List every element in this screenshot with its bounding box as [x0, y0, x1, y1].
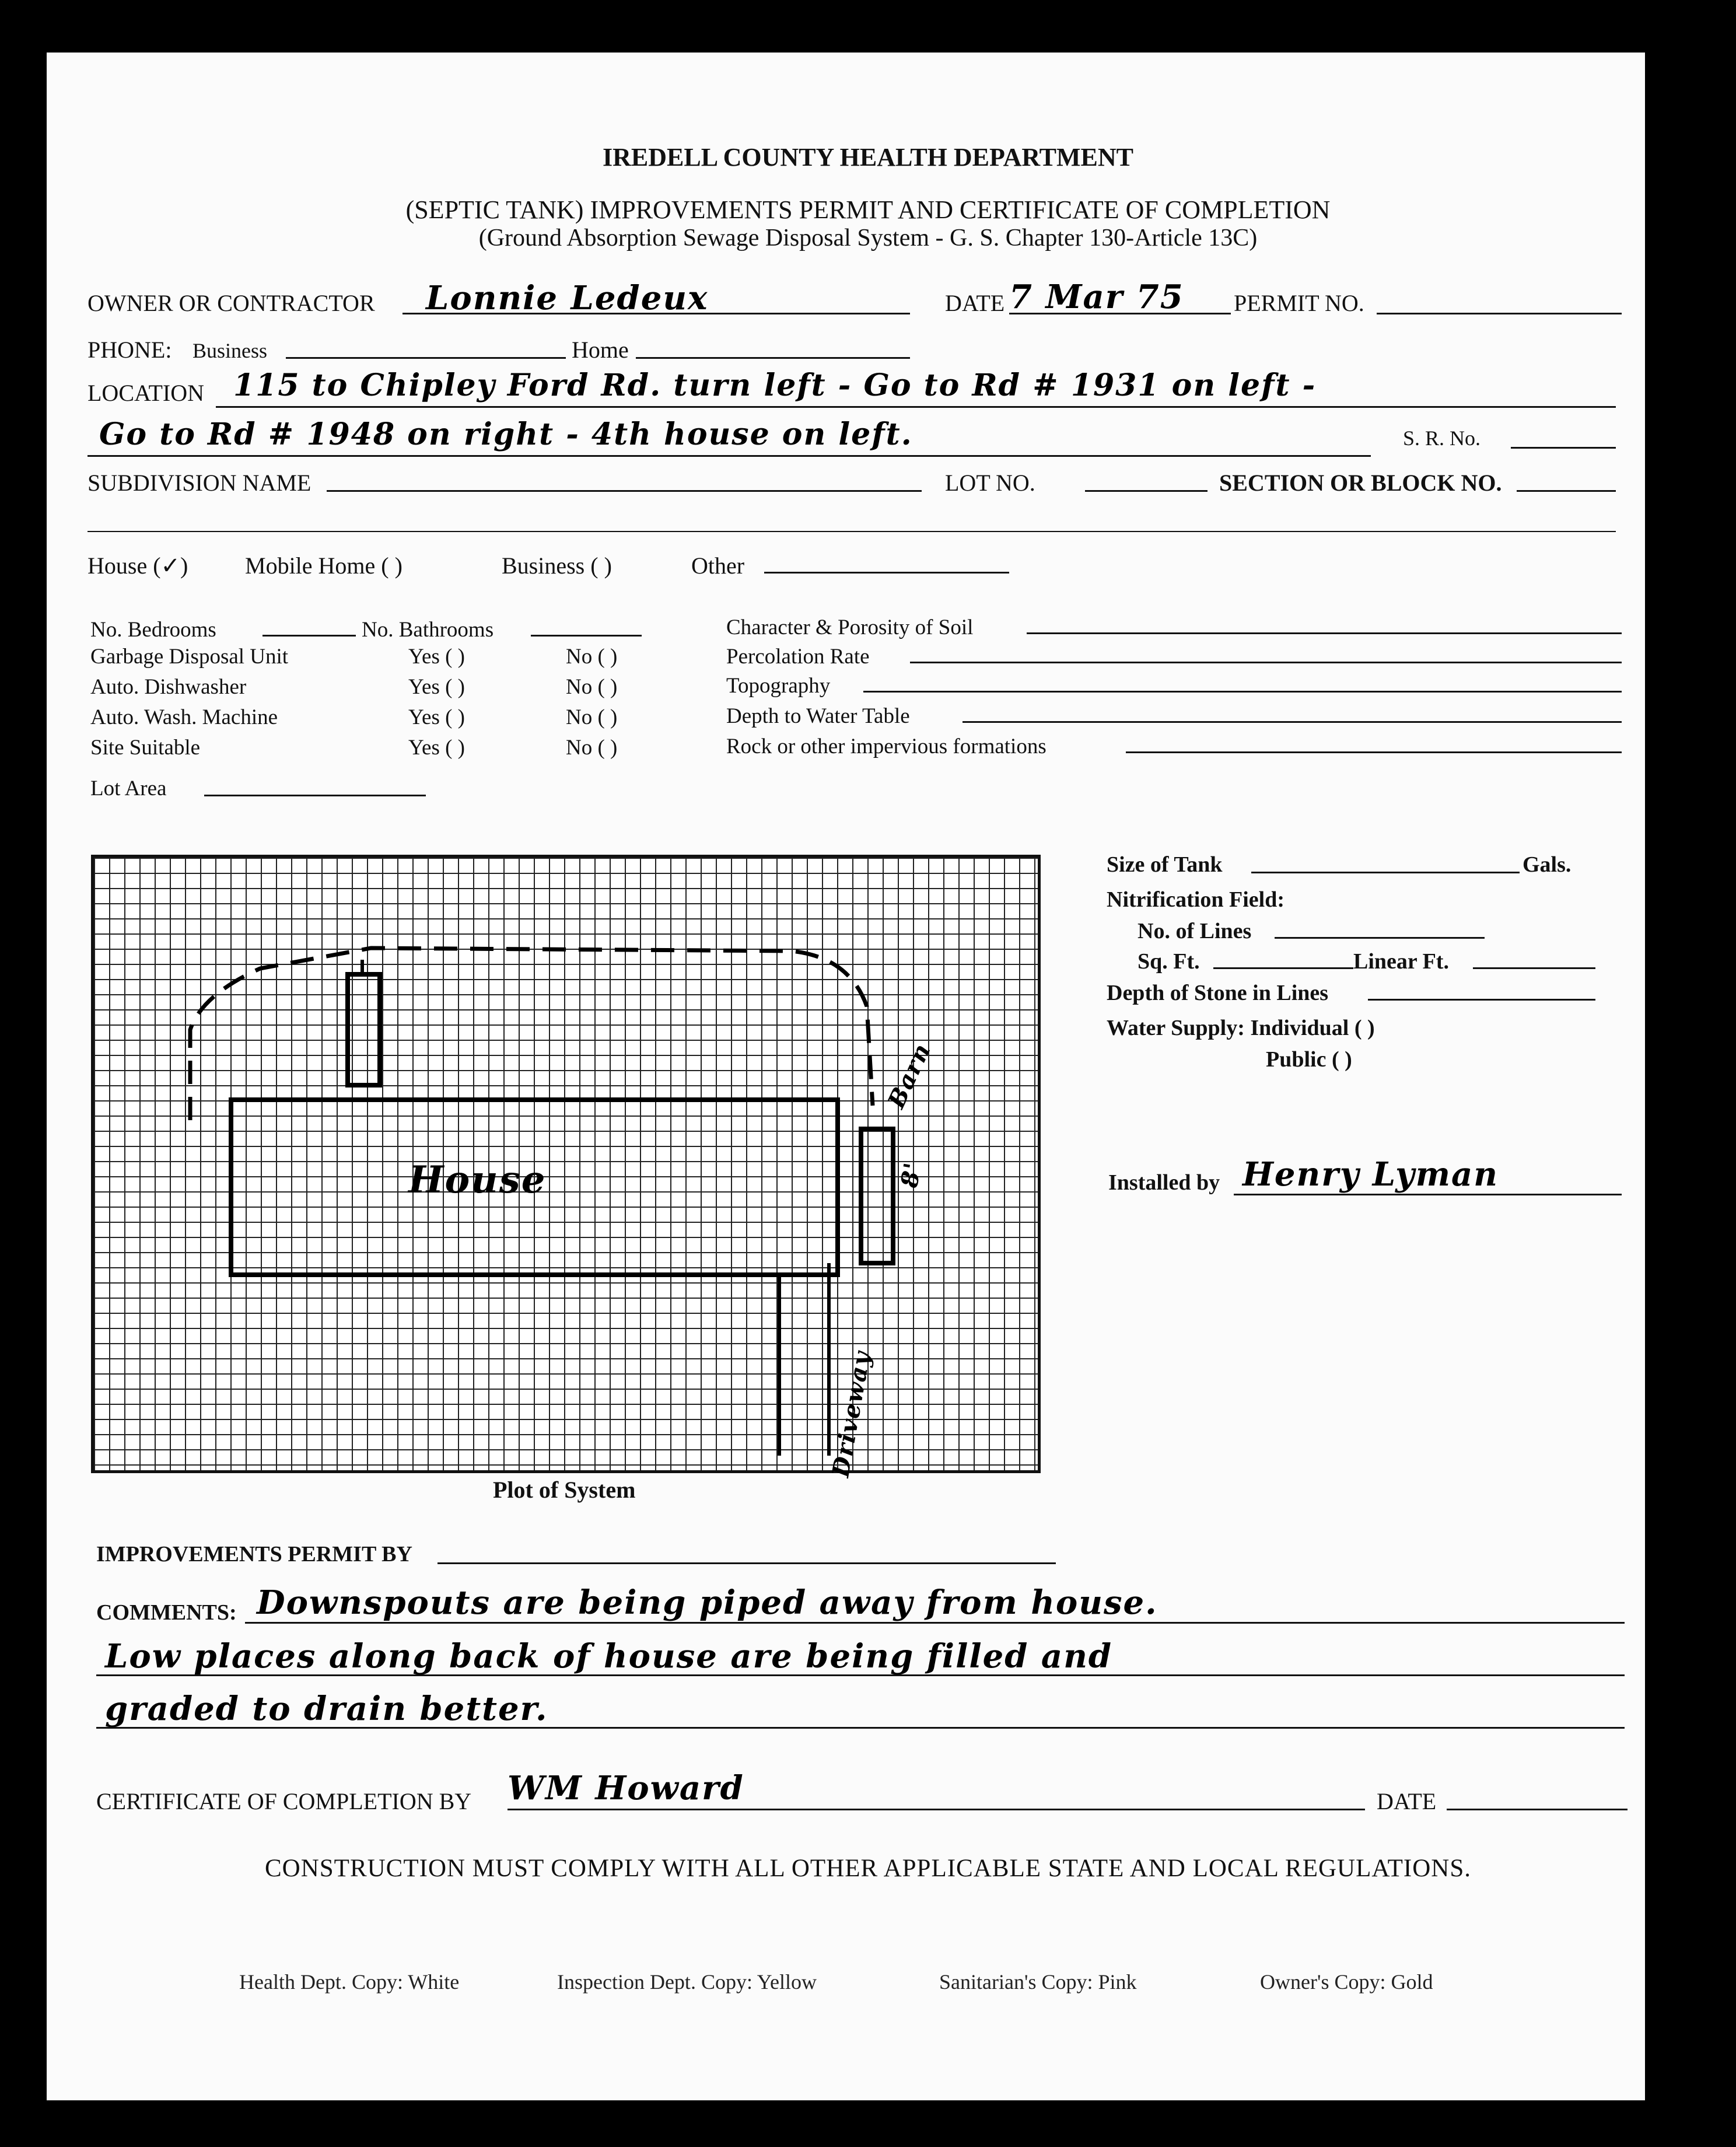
permit-no-label: PERMIT NO.	[1234, 290, 1364, 316]
no-of-lines-label: No. of Lines	[1138, 919, 1252, 943]
bedrooms-label: No. Bedrooms	[90, 618, 216, 642]
copy-sanitarian: Sanitarian's Copy: Pink	[939, 1970, 1137, 1994]
location-label: LOCATION	[88, 380, 204, 406]
type-mobile-home: Mobile Home ( )	[245, 553, 402, 579]
topography-label: Topography	[726, 674, 831, 698]
comments-line2: Low places along back of house are being filled and	[105, 1637, 1113, 1676]
water-public-label: Public ( )	[1266, 1047, 1352, 1072]
garbage-no: No ( )	[566, 645, 618, 669]
bathrooms-label: No. Bathrooms	[362, 618, 494, 642]
plot-barn-label: Barn	[882, 1038, 937, 1113]
location-line1: 115 to Chipley Ford Rd. turn left - Go to Rd # 1931 on left -	[233, 368, 1317, 403]
section-block-label: SECTION OR BLOCK NO.	[1219, 470, 1502, 496]
soil-label: Character & Porosity of Soil	[726, 616, 974, 639]
water-supply-label: Water Supply: Individual ( )	[1107, 1016, 1375, 1040]
dishwasher-no: No ( )	[566, 675, 618, 699]
owner-value: Lonnie Ledeux	[426, 279, 709, 317]
copy-owner: Owner's Copy: Gold	[1260, 1970, 1433, 1994]
lot-area-label: Lot Area	[90, 777, 167, 800]
garbage-yes: Yes ( )	[408, 645, 465, 669]
dishwasher-label: Auto. Dishwasher	[90, 675, 247, 699]
type-house: House (✓)	[88, 553, 188, 579]
wash-machine-no: No ( )	[566, 705, 618, 729]
certificate-label: CERTIFICATE OF COMPLETION BY	[96, 1788, 472, 1814]
stone-depth-label: Depth of Stone in Lines	[1107, 981, 1329, 1005]
installed-by-value: Henry Lyman	[1242, 1155, 1499, 1194]
plot-driveway-label: Driveway	[827, 1348, 876, 1480]
sq-ft-label: Sq. Ft.	[1138, 949, 1200, 974]
comments-label: COMMENTS:	[96, 1600, 237, 1625]
garbage-disposal-label: Garbage Disposal Unit	[90, 645, 289, 669]
form-subtitle-statute: (Ground Absorption Sewage Disposal System - G. S. Chapter 130-Article 13C)	[478, 225, 1258, 251]
type-business: Business ( )	[502, 553, 612, 579]
plot-caption: Plot of System	[493, 1477, 636, 1503]
certificate-value: WM Howard	[508, 1769, 744, 1807]
percolation-label: Percolation Rate	[726, 645, 870, 669]
phone-business-label: Business	[192, 339, 268, 362]
form-subtitle: (SEPTIC TANK) IMPROVEMENTS PERMIT AND CERTIFICATE OF COMPLETION	[405, 195, 1331, 224]
owner-label: OWNER OR CONTRACTOR	[88, 290, 375, 316]
form-title: IREDELL COUNTY HEALTH DEPARTMENT	[603, 143, 1133, 172]
copy-inspection: Inspection Dept. Copy: Yellow	[557, 1970, 817, 1994]
copy-health: Health Dept. Copy: White	[239, 1970, 460, 1994]
permit-by-label: IMPROVEMENTS PERMIT BY	[96, 1542, 412, 1566]
location-line2: Go to Rd # 1948 on right - 4th house on left.	[99, 417, 913, 452]
field-line	[190, 948, 873, 1120]
certificate-date-label: DATE	[1377, 1788, 1437, 1814]
plot-side-label: 8'	[895, 1159, 928, 1190]
sr-no-label: S. R. No.	[1403, 426, 1481, 450]
nitrification-label: Nitrification Field:	[1107, 887, 1284, 912]
date-label: DATE	[945, 290, 1005, 316]
subdivision-label: SUBDIVISION NAME	[88, 470, 312, 496]
phone-label: PHONE:	[88, 337, 172, 363]
water-table-label: Depth to Water Table	[726, 704, 910, 728]
wash-machine-label: Auto. Wash. Machine	[90, 705, 278, 729]
type-other: Other	[691, 553, 745, 579]
lot-no-label: LOT NO.	[945, 470, 1035, 496]
date-value: 7 Mar 75	[1009, 278, 1184, 316]
dishwasher-yes: Yes ( )	[408, 675, 465, 699]
comments-line1: Downspouts are being piped away from house.	[257, 1583, 1158, 1622]
plot-house-label: House	[408, 1158, 547, 1202]
septic-tank	[348, 974, 380, 1085]
site-suitable-label: Site Suitable	[90, 736, 201, 760]
tank-size-label: Size of Tank	[1107, 852, 1223, 877]
regulations-notice: CONSTRUCTION MUST COMPLY WITH ALL OTHER APPLICABLE STATE AND LOCAL REGULATIONS.	[264, 1855, 1472, 1882]
plot-sketch	[91, 855, 1041, 1473]
linear-ft-label: Linear Ft.	[1353, 949, 1449, 974]
site-suitable-no: No ( )	[566, 736, 618, 760]
site-suitable-yes: Yes ( )	[408, 736, 465, 760]
side-structure	[861, 1129, 893, 1263]
tank-gals-label: Gals.	[1522, 852, 1572, 877]
wash-machine-yes: Yes ( )	[408, 705, 465, 729]
phone-home-label: Home	[572, 337, 629, 363]
installed-by-label: Installed by	[1108, 1170, 1220, 1195]
comments-line3: graded to drain better.	[105, 1690, 548, 1728]
rock-label: Rock or other impervious formations	[726, 735, 1046, 758]
